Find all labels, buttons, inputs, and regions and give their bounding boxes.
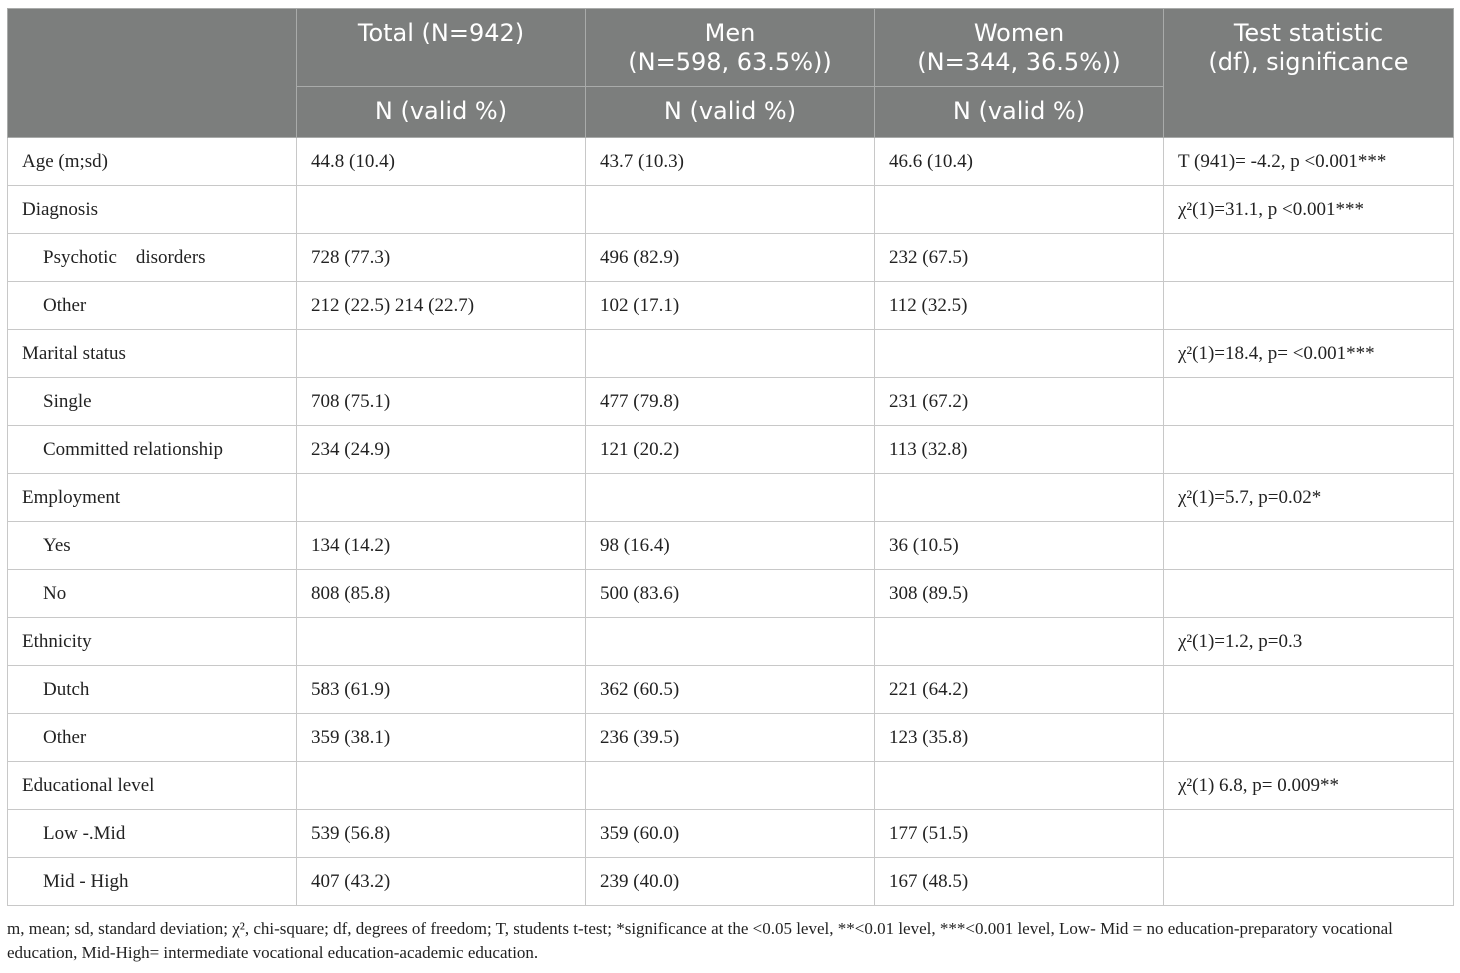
subheader-men: N (valid %) xyxy=(586,87,875,138)
total-cell: 234 (24.9) xyxy=(297,426,586,474)
table-body xyxy=(8,138,1454,906)
subheader-women: N (valid %) xyxy=(875,87,1164,138)
table-footnote: m, mean; sd, standard deviation; χ², chi-square; df, degrees of freedom; T, students t-test; *significance at the <0.05 level, **<0.01 level, ***<0.001 level, Low- Mid = no education-preparatory vocational education, Mid-High= intermediate vocational education-academic education. xyxy=(7,919,1393,962)
test-statistic-cell xyxy=(1164,522,1454,570)
table-row xyxy=(8,330,1454,378)
men-cell: 236 (39.5) xyxy=(586,714,875,762)
test-statistic-cell xyxy=(1164,666,1454,714)
test-statistic-cell xyxy=(1164,570,1454,618)
total-cell: 708 (75.1) xyxy=(297,378,586,426)
test-statistic-cell xyxy=(1164,234,1454,282)
men-cell xyxy=(586,474,875,522)
test-statistic-cell: χ²(1) 6.8, p= 0.009** xyxy=(1164,762,1454,810)
total-cell: 212 (22.5) 214 (22.7) xyxy=(297,282,586,330)
women-cell: 308 (89.5) xyxy=(875,570,1164,618)
test-statistic-cell xyxy=(1164,810,1454,858)
table-row xyxy=(8,714,1454,762)
men-cell: 359 (60.0) xyxy=(586,810,875,858)
row-label-cell: Educational level xyxy=(8,762,297,810)
total-cell xyxy=(297,186,586,234)
test-statistic-cell xyxy=(1164,714,1454,762)
header-women-count: (N=344, 36.5%)) xyxy=(917,48,1121,76)
row-label-cell: Mid - High xyxy=(8,858,297,906)
women-cell: 123 (35.8) xyxy=(875,714,1164,762)
men-cell: 43.7 (10.3) xyxy=(586,138,875,186)
header-empty-cell xyxy=(8,9,297,138)
row-label-cell: Yes xyxy=(8,522,297,570)
subheader-total: N (valid %) xyxy=(297,87,586,138)
total-cell xyxy=(297,474,586,522)
header-test-statistic xyxy=(1164,9,1454,138)
test-statistic-cell: χ²(1)=31.1, p <0.001*** xyxy=(1164,186,1454,234)
men-cell xyxy=(586,330,875,378)
header-men-label: Men xyxy=(704,19,756,47)
table-row xyxy=(8,138,1454,186)
table-row xyxy=(8,618,1454,666)
men-cell: 121 (20.2) xyxy=(586,426,875,474)
table-row xyxy=(8,570,1454,618)
women-cell: 177 (51.5) xyxy=(875,810,1164,858)
total-cell: 728 (77.3) xyxy=(297,234,586,282)
row-label-cell: Diagnosis xyxy=(8,186,297,234)
table-header xyxy=(8,9,1454,138)
header-total-label: Total (N=942) xyxy=(357,19,525,47)
header-women-label: Women xyxy=(973,19,1065,47)
women-cell xyxy=(875,186,1164,234)
test-statistic-cell xyxy=(1164,426,1454,474)
header-men-count: (N=598, 63.5%)) xyxy=(628,48,832,76)
row-label-cell: Psychotic disorders xyxy=(8,234,297,282)
row-label-cell: Committed relationship xyxy=(8,426,297,474)
total-cell: 134 (14.2) xyxy=(297,522,586,570)
row-label-cell: Ethnicity xyxy=(8,618,297,666)
header-men xyxy=(586,9,875,87)
test-statistic-cell xyxy=(1164,858,1454,906)
total-cell: 808 (85.8) xyxy=(297,570,586,618)
men-cell: 102 (17.1) xyxy=(586,282,875,330)
men-cell: 362 (60.5) xyxy=(586,666,875,714)
test-statistic-cell xyxy=(1164,378,1454,426)
row-label-cell: Dutch xyxy=(8,666,297,714)
table-row xyxy=(8,666,1454,714)
men-cell: 477 (79.8) xyxy=(586,378,875,426)
test-statistic-cell: T (941)= -4.2, p <0.001*** xyxy=(1164,138,1454,186)
header-test-sublabel: (df), significance xyxy=(1208,48,1409,76)
table-row xyxy=(8,522,1454,570)
women-cell: 113 (32.8) xyxy=(875,426,1164,474)
women-cell: 46.6 (10.4) xyxy=(875,138,1164,186)
header-total xyxy=(297,9,586,87)
row-label-cell: Employment xyxy=(8,474,297,522)
men-cell xyxy=(586,186,875,234)
table-row xyxy=(8,858,1454,906)
table-row xyxy=(8,762,1454,810)
total-cell: 44.8 (10.4) xyxy=(297,138,586,186)
total-cell xyxy=(297,762,586,810)
table-row xyxy=(8,378,1454,426)
table-row xyxy=(8,282,1454,330)
row-label-cell: No xyxy=(8,570,297,618)
total-cell xyxy=(297,618,586,666)
men-cell xyxy=(586,762,875,810)
test-statistic-cell: χ²(1)=18.4, p= <0.001*** xyxy=(1164,330,1454,378)
row-label-cell: Other xyxy=(8,282,297,330)
women-cell xyxy=(875,474,1164,522)
men-cell: 496 (82.9) xyxy=(586,234,875,282)
total-cell: 583 (61.9) xyxy=(297,666,586,714)
women-cell: 112 (32.5) xyxy=(875,282,1164,330)
total-cell: 407 (43.2) xyxy=(297,858,586,906)
total-cell: 359 (38.1) xyxy=(297,714,586,762)
women-cell: 231 (67.2) xyxy=(875,378,1164,426)
men-cell: 98 (16.4) xyxy=(586,522,875,570)
row-label-cell: Other xyxy=(8,714,297,762)
row-label-cell: Single xyxy=(8,378,297,426)
women-cell: 221 (64.2) xyxy=(875,666,1164,714)
demographics-table xyxy=(7,8,1454,906)
row-label-cell: Marital status xyxy=(8,330,297,378)
table-container xyxy=(7,8,1453,906)
women-cell: 36 (10.5) xyxy=(875,522,1164,570)
header-test-label: Test statistic xyxy=(1233,19,1384,47)
table-row xyxy=(8,186,1454,234)
women-cell: 167 (48.5) xyxy=(875,858,1164,906)
men-cell xyxy=(586,618,875,666)
total-cell: 539 (56.8) xyxy=(297,810,586,858)
women-cell xyxy=(875,762,1164,810)
table-row xyxy=(8,810,1454,858)
row-label-cell: Low -.Mid xyxy=(8,810,297,858)
test-statistic-cell xyxy=(1164,282,1454,330)
women-cell xyxy=(875,330,1164,378)
total-cell xyxy=(297,330,586,378)
test-statistic-cell: χ²(1)=1.2, p=0.3 xyxy=(1164,618,1454,666)
women-cell xyxy=(875,618,1164,666)
row-label-cell: Age (m;sd) xyxy=(8,138,297,186)
table-row xyxy=(8,426,1454,474)
header-women xyxy=(875,9,1164,87)
men-cell: 239 (40.0) xyxy=(586,858,875,906)
men-cell: 500 (83.6) xyxy=(586,570,875,618)
table-row xyxy=(8,474,1454,522)
women-cell: 232 (67.5) xyxy=(875,234,1164,282)
test-statistic-cell: χ²(1)=5.7, p=0.02* xyxy=(1164,474,1454,522)
table-row xyxy=(8,234,1454,282)
